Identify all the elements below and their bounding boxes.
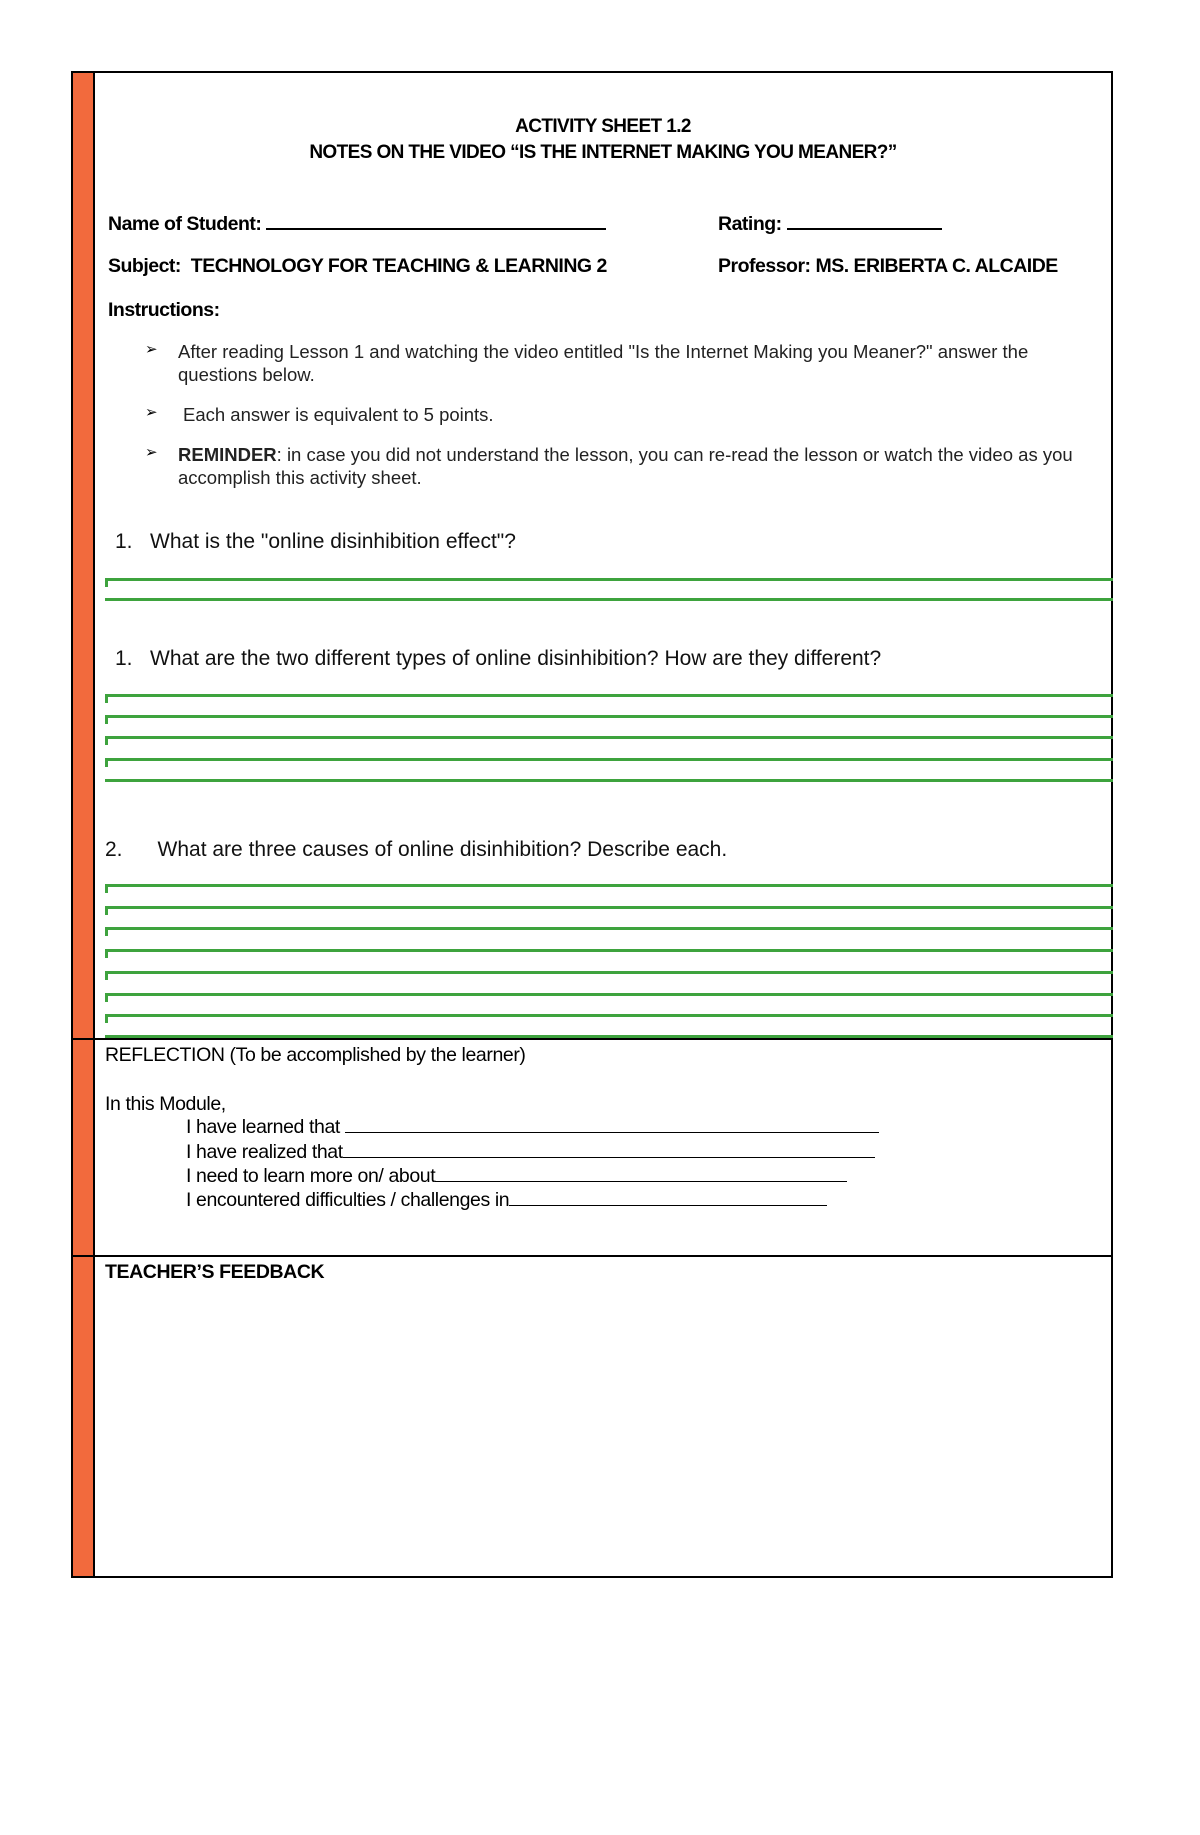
question-3: [105, 838, 727, 862]
reflection-intro: In this Module,: [105, 1093, 226, 1115]
reflection-realized-blank[interactable]: [343, 1142, 875, 1158]
instruction-item: Each answer is equivalent to 5 points.: [183, 404, 494, 425]
answer-line-tick: [105, 1014, 108, 1023]
answer-line-tick: [105, 884, 108, 893]
subject-value: TECHNOLOGY FOR TEACHING & LEARNING 2: [190, 255, 607, 277]
bullet-arrow-icon: ➢: [145, 404, 158, 421]
answer-line[interactable]: [105, 598, 1113, 601]
subject-field: [108, 255, 607, 278]
professor-field: [718, 255, 1058, 278]
reflection-divider: [73, 1038, 1111, 1040]
reflection-learn-more[interactable]: [186, 1165, 847, 1188]
answer-line[interactable]: [105, 736, 1113, 739]
answer-line-tick: [105, 993, 108, 1002]
question-number: 1.: [115, 647, 133, 670]
reflection-learned-label: I have learned that: [186, 1116, 340, 1138]
reflection-learn-more-label: I need to learn more on/ about: [186, 1165, 436, 1187]
teacher-feedback-area[interactable]: [95, 1290, 1111, 1576]
instruction-item: After reading Lesson 1 and watching the video entitled "Is the Internet Making you Meaner?" answer the questions below.: [178, 341, 1029, 385]
answer-line[interactable]: [105, 927, 1113, 930]
answer-line[interactable]: [105, 884, 1113, 887]
answer-line-tick: [105, 578, 108, 587]
teacher-feedback-heading: TEACHER’S FEEDBACK: [105, 1261, 325, 1283]
feedback-divider: [73, 1255, 1111, 1257]
answer-line[interactable]: [105, 578, 1113, 581]
question-number: 2.: [105, 838, 123, 861]
instructions-heading: Instructions:: [108, 299, 220, 321]
sheet-title: ACTIVITY SHEET 1.2: [515, 116, 691, 137]
bullet-arrow-icon: ➢: [145, 444, 158, 461]
question-number: 1.: [115, 530, 133, 553]
question-text: What is the "online disinhibition effect"?: [150, 530, 516, 553]
answer-line[interactable]: [105, 906, 1113, 909]
answer-line[interactable]: [105, 949, 1113, 952]
reflection-learned-blank[interactable]: [345, 1117, 879, 1133]
reflection-learn-more-blank[interactable]: [435, 1166, 847, 1182]
reflection-learned[interactable]: [186, 1116, 879, 1139]
professor-value: MS. ERIBERTA C. ALCAIDE: [815, 255, 1058, 277]
rating-field[interactable]: [718, 212, 942, 236]
reflection-realized-label: I have realized that: [186, 1141, 343, 1163]
answer-line[interactable]: [105, 1014, 1113, 1017]
answer-line-tick: [105, 949, 108, 958]
instruction-item: [178, 443, 1078, 489]
orange-margin-stripe: [73, 73, 95, 1576]
answer-line[interactable]: [105, 758, 1113, 761]
student-name-field[interactable]: [108, 212, 606, 236]
answer-line-tick: [105, 715, 108, 724]
answer-line[interactable]: [105, 715, 1113, 718]
question-1: [115, 530, 516, 554]
question-text: What are three causes of online disinhibition? Describe each.: [157, 838, 728, 861]
student-name-blank[interactable]: [266, 212, 606, 230]
bullet-arrow-icon: ➢: [145, 341, 158, 358]
professor-label: Professor:: [718, 255, 811, 277]
answer-line[interactable]: [105, 779, 1113, 782]
rating-label: Rating:: [718, 213, 782, 235]
rating-blank[interactable]: [787, 212, 942, 230]
reflection-difficulties-blank[interactable]: [509, 1190, 827, 1206]
answer-line-tick: [105, 694, 108, 703]
reflection-difficulties-label: I encountered difficulties / challenges in: [186, 1189, 510, 1211]
answer-line[interactable]: [105, 971, 1113, 974]
answer-line-tick: [105, 971, 108, 980]
answer-line[interactable]: [105, 1035, 1113, 1038]
question-text: What are the two different types of online disinhibition? How are they different?: [150, 647, 882, 670]
answer-line-tick: [105, 927, 108, 936]
reminder-label: REMINDER: [178, 444, 277, 465]
answer-line-tick: [105, 736, 108, 745]
sheet-subtitle: NOTES ON THE VIDEO “IS THE INTERNET MAKING YOU MEANER?”: [309, 142, 897, 163]
answer-line[interactable]: [105, 694, 1113, 697]
student-name-label: Name of Student:: [108, 213, 262, 235]
subject-label: Subject:: [108, 255, 181, 277]
reminder-text: : in case you did not understand the lesson, you can re-read the lesson or watch the video as you accomplish this activity sheet.: [178, 444, 1073, 488]
reflection-difficulties[interactable]: [186, 1189, 827, 1212]
answer-line-tick: [105, 758, 108, 767]
reflection-heading: REFLECTION (To be accomplished by the learner): [105, 1044, 526, 1066]
answer-line-tick: [105, 906, 108, 915]
answer-line[interactable]: [105, 993, 1113, 996]
reflection-realized[interactable]: [186, 1141, 875, 1164]
question-2: [115, 647, 881, 671]
